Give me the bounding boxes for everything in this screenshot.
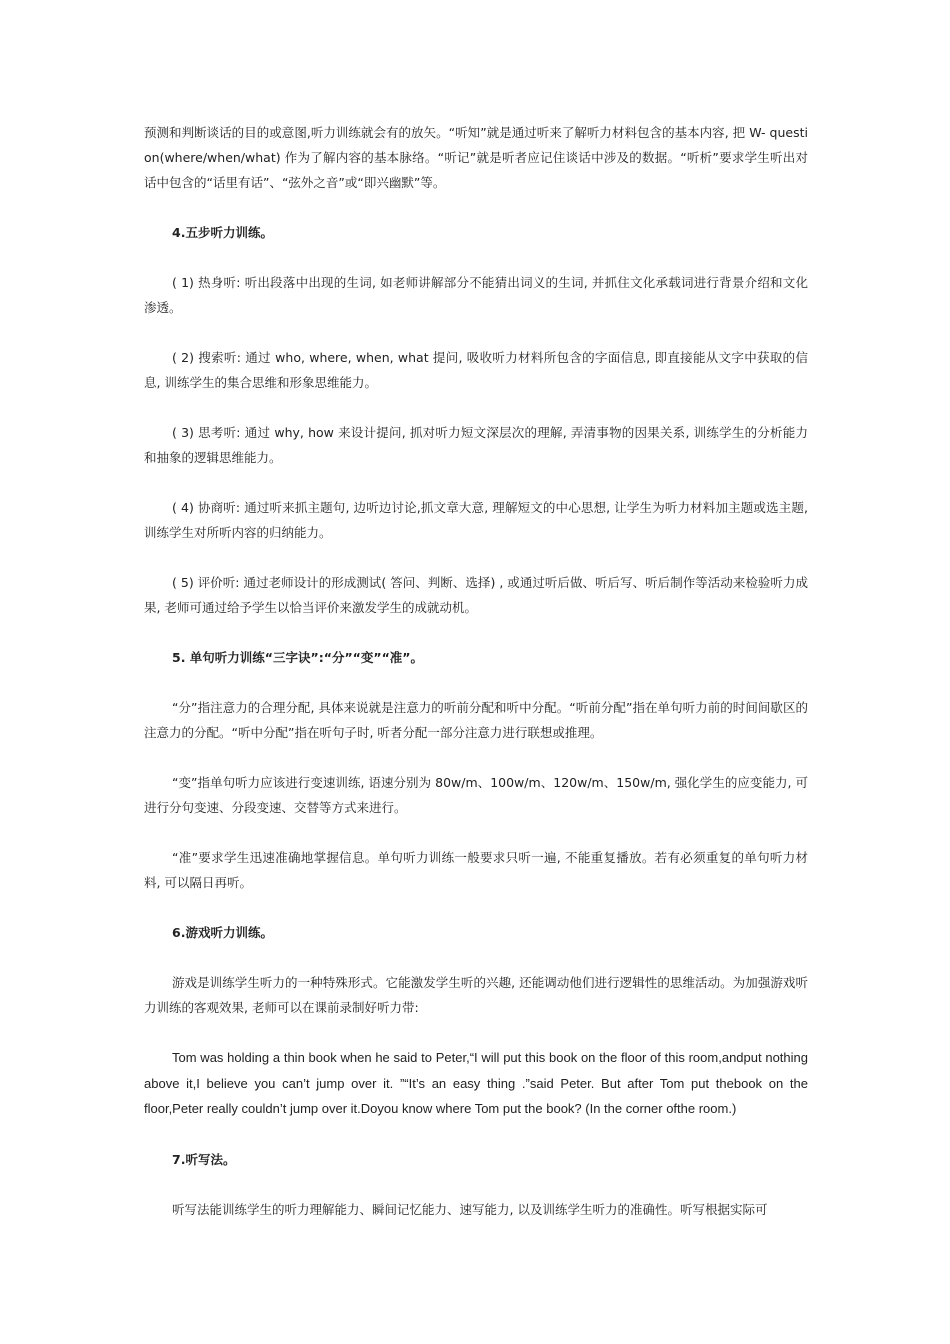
step-1-paragraph: ( 1) 热身听: 听出段落中出现的生词, 如老师讲解部分不能猜出词义的生词, 并抓住文化承载词进行背景介绍和文化渗透。 [144, 275, 808, 315]
english-story-paragraph: Tom was holding a thin book when he said to Peter,“I will put this book on the floor of this room,andput nothing above it,I believe you can’t jump over it. ”“It’s an easy thing .”said Peter. But after Tom put thebook on the floor,Peter really couldn’t jump over it.Doyou know where Tom put the book? (In the corner ofthe room.) [144, 1050, 808, 1116]
step-2-paragraph: ( 2) 搜索听: 通过 who, where, when, what 提问, 吸收听力材料所包含的字面信息, 即直接能从文字中获取的信息, 训练学生的集合思维和形象思维能力。 [144, 350, 808, 390]
section-heading-7: 7.听写法。 [172, 1151, 236, 1167]
zhun-paragraph: “准”要求学生迅速准确地掌握信息。单句听力训练一般要求只听一遍, 不能重复播放。若有必须重复的单句听力材料, 可以隔日再听。 [144, 850, 808, 890]
step-3-paragraph: ( 3) 思考听: 通过 why, how 来设计提问, 抓对听力短文深层次的理解, 弄清事物的因果关系, 训练学生的分析能力和抽象的逻辑思维能力。 [144, 425, 808, 465]
section-heading-4: 4.五步听力训练。 [172, 225, 273, 240]
step-5-paragraph: ( 5) 评价听: 通过老师设计的形成测试( 答问、判断、选择) , 或通过听后做、听后写、听后制作等活动来检验听力成果, 老师可通过给予学生以恰当评价来激发学生的成就动机。 [144, 575, 808, 615]
section-heading-6: 6.游戏听力训练。 [172, 925, 273, 940]
game-paragraph: 游戏是训练学生听力的一种特殊形式。它能激发学生听的兴趣, 还能调动他们进行逻辑性的思维活动。为加强游戏听力训练的客观效果, 老师可以在课前录制好听力带: [144, 975, 808, 1015]
document-page [144, 120, 808, 1222]
intro-paragraph: 预测和判断谈话的目的或意图,听力训练就会有的放矢。“听知”就是通过听来了解听力材料包含的基本内容, 把 W- question(where/when/what) 作为了解内容的基本脉络。“听记”就是听者应记住谈话中涉及的数据。“听析”要求学生听出对话中包含的“话里有话”、“弦外之音”或“即兴幽默”等。 [144, 125, 808, 190]
fen-paragraph: “分”指注意力的合理分配, 具体来说就是注意力的听前分配和听中分配。“听前分配”指在单句听力前的时间间歇区的注意力的分配。“听中分配”指在听句子时, 听者分配一部分注意力进行联想或推理。 [144, 700, 808, 740]
section-heading-5: 5. 单句听力训练“三字诀”:“分”“变”“准”。 [172, 650, 424, 665]
bian-paragraph: “变”指单句听力应该进行变速训练, 语速分别为 80w/m、100w/m、120w/m、150w/m, 强化学生的应变能力, 可进行分句变速、分段变速、交替等方式来进行。 [144, 775, 808, 815]
step-4-paragraph: ( 4) 协商听: 通过听来抓主题句, 边听边讨论,抓文章大意, 理解短文的中心思想, 让学生为听力材料加主题或选主题, 训练学生对所听内容的归纳能力。 [144, 500, 808, 540]
dictation-paragraph: 听写法能训练学生的听力理解能力、瞬间记忆能力、速写能力, 以及训练学生听力的准确性。听写根据实际可 [172, 1201, 768, 1217]
